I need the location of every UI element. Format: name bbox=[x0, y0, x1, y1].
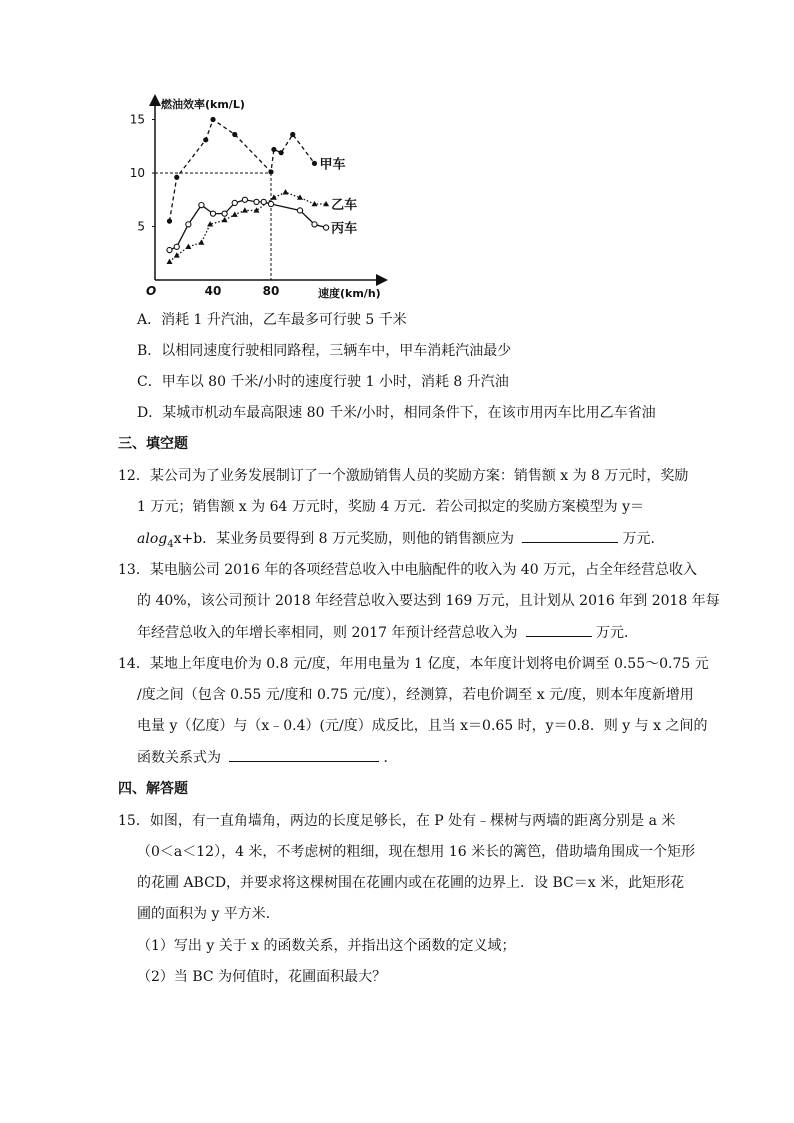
q14-end: ． bbox=[383, 750, 398, 766]
series-1-point bbox=[203, 137, 208, 142]
q15-line4: 圃的面积为 y 平方米． bbox=[137, 906, 280, 922]
option-d: D．某城市机动车最高限速 80 千米/小时，相同条件下，在该市用丙车比用乙车省油 bbox=[137, 405, 656, 421]
option-b: B．以相同速度行驶相同路程，三辆车中，甲车消耗汽油最少 bbox=[137, 343, 512, 359]
q14-text: 函数关系式为 bbox=[137, 750, 221, 766]
series-1-point bbox=[174, 175, 179, 180]
series-1-point bbox=[290, 132, 295, 137]
q13-line1: 13．某电脑公司 2016 年的各项经营总收入中电脑配件的收入为 40 万元，占全年经营总收入 bbox=[118, 562, 698, 578]
series-line-2 bbox=[170, 192, 327, 262]
series-label-1: 甲车 bbox=[319, 157, 346, 173]
series-3-point bbox=[268, 201, 273, 206]
series-1-point bbox=[312, 161, 317, 166]
q13-unit: 万元． bbox=[595, 625, 638, 641]
series-3-point bbox=[222, 211, 227, 216]
q15-line3: 的花圃 ABCD，并要求将这棵树围在花圃内或在花圃的边界上．设 BC＝x 米，此矩形花 bbox=[137, 875, 685, 891]
series-3-point bbox=[167, 247, 172, 252]
series-3-point bbox=[199, 203, 204, 208]
fuel-efficiency-chart bbox=[130, 90, 390, 305]
series-2-point bbox=[222, 217, 228, 222]
series-1-point bbox=[167, 219, 172, 224]
series-3-point bbox=[297, 208, 302, 213]
series-3-point bbox=[324, 225, 329, 230]
series-1-point bbox=[232, 132, 237, 137]
series-2-point bbox=[242, 207, 248, 212]
series-2-point bbox=[167, 259, 173, 264]
series-3-point bbox=[186, 222, 191, 227]
series-2-point bbox=[198, 239, 204, 244]
series-3-point bbox=[242, 197, 247, 202]
q15-line2: （0＜a＜12），4 米，不考虑树的粗细，现在想用 16 米长的篱笆，借助墙角围成一个矩形 bbox=[137, 844, 696, 860]
q12-answer-blank[interactable] bbox=[522, 528, 618, 543]
x-tick-label-80: 80 bbox=[262, 284, 280, 298]
series-3-point bbox=[312, 222, 317, 227]
series-3-point bbox=[261, 199, 266, 204]
series-3-point bbox=[174, 244, 179, 249]
q13-answer-blank[interactable] bbox=[526, 622, 592, 637]
q12-line1: 12．某公司为了业务发展制订了一个激励销售人员的奖励方案：销售额 x 为 8 万元时，奖励 bbox=[118, 468, 689, 484]
y-tick-label-15: 15 bbox=[130, 112, 145, 127]
series-1-point bbox=[268, 169, 273, 174]
option-a: A．消耗 1 升汽油，乙车最多可行驶 5 千米 bbox=[137, 312, 407, 328]
q14-line4 bbox=[137, 747, 397, 768]
q15-part2: （2）当 BC 为何值时，花圃面积最大？ bbox=[137, 969, 387, 985]
series-2-point bbox=[232, 212, 238, 217]
q14-line2: /度之间（包含 0.55 元/度和 0.75 元/度），经测算，若电价调至 x 元/度，则本年度新增用 bbox=[137, 687, 694, 703]
q13-line2: 的 40%，该公司预计 2018 年经营总收入要达到 169 万元，且计划从 2016 年到 2018 年每 bbox=[137, 593, 720, 609]
q15-line1: 15．如图，有一直角墙角，两边的长度足够长，在 P 处有﹣棵树与两墙的距离分别是 a 米 bbox=[118, 813, 676, 829]
q12-line2: 1 万元；销售额 x 为 64 万元时，奖励 4 万元．若公司拟定的奖励方案模型为 y＝ bbox=[137, 499, 645, 515]
y-tick-label-10: 10 bbox=[130, 166, 145, 180]
series-2-point bbox=[283, 189, 289, 194]
q13-text: 年经营总收入的年增长率相同，则 2017 年预计经营总收入为 bbox=[137, 625, 518, 641]
series-3-point bbox=[210, 211, 215, 216]
origin-label: O bbox=[146, 284, 157, 298]
series-1-point bbox=[279, 150, 284, 155]
q15-part1: （1）写出 y 关于 x 的函数关系，并指出这个函数的定义域； bbox=[137, 938, 516, 954]
q12-unit: 万元． bbox=[622, 531, 665, 547]
series-label-3: 丙车 bbox=[331, 221, 358, 237]
series-3-point bbox=[232, 200, 237, 205]
series-2-point bbox=[185, 244, 191, 249]
series-1-point bbox=[210, 117, 215, 122]
q12-formula-a: alog bbox=[137, 531, 168, 547]
q12-line3 bbox=[137, 528, 664, 555]
series-3-point bbox=[254, 199, 259, 204]
q14-line1: 14．某地上年度电价为 0.8 元/度，年用电量为 1 亿度，本年度计划将电价调至 0.55～0.75 元 bbox=[118, 656, 709, 672]
x-axis-label: 速度(km/h) bbox=[318, 287, 381, 300]
q12-log-base: 4 bbox=[167, 538, 174, 550]
option-c: C．甲车以 80 千米/小时的速度行驶 1 小时，消耗 8 升汽油 bbox=[137, 374, 509, 390]
series-1-point bbox=[271, 147, 276, 152]
q12-text: x+b．某业务员要得到 8 万元奖励，则他的销售额应为 bbox=[173, 531, 514, 547]
series-label-2: 乙车 bbox=[331, 198, 358, 214]
section-title-answer: 四、解答题 bbox=[118, 781, 188, 797]
x-tick-label-40: 40 bbox=[204, 284, 222, 298]
q14-answer-blank[interactable] bbox=[229, 747, 379, 762]
q13-line3 bbox=[137, 622, 638, 643]
q14-line3: 电量 y（亿度）与（x﹣0.4）(元/度）成反比，且当 x＝0.65 时，y＝0.8．则 y 与 x 之间的 bbox=[137, 718, 708, 734]
series-line-3 bbox=[170, 200, 327, 250]
section-title-fill-in: 三、填空题 bbox=[118, 436, 188, 452]
y-axis-label: 燃油效率(km/L) bbox=[161, 98, 245, 111]
y-tick-label-5: 5 bbox=[137, 219, 145, 234]
series-2-point bbox=[174, 252, 180, 257]
